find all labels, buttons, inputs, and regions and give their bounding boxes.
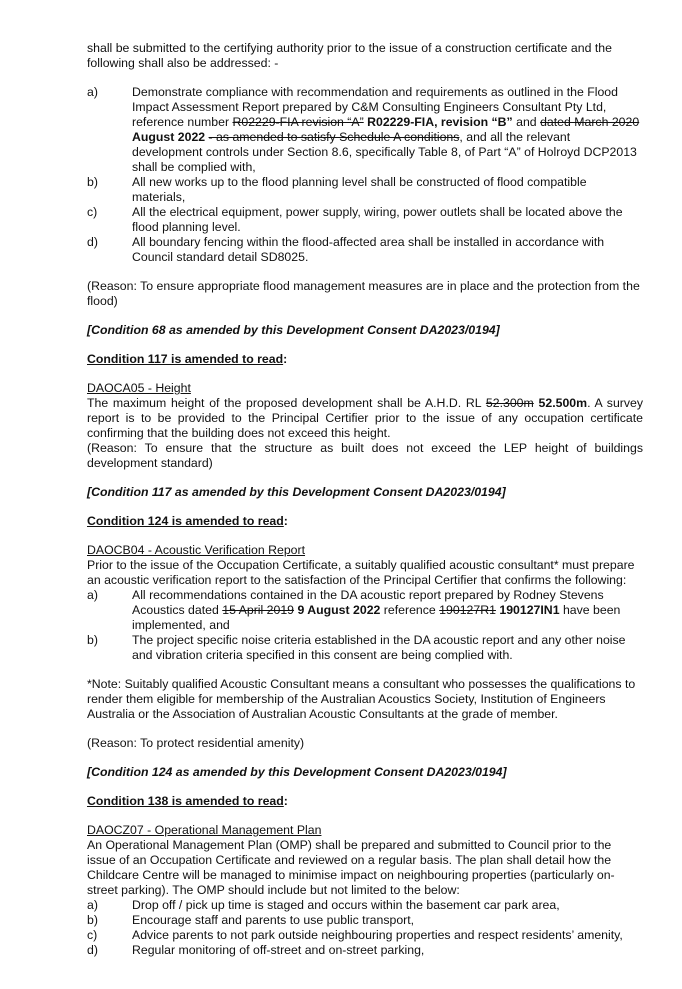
condition-138-title: DAOCZ07 - Operational Management Plan — [87, 823, 322, 837]
inserted-text: 9 August 2022 — [297, 603, 381, 617]
flood-item-a — [87, 85, 643, 175]
text-run: . A survey report is to be provided to the Principal Certifier prior to the issue of any occupation certificate confirming that the building does not exceed this height. — [87, 396, 644, 440]
condition-117-amended-note: [Condition 117 as amended by this Development Consent DA2023/0194] — [87, 485, 506, 499]
intro-paragraph: shall be submitted to the certifying authority prior to the issue of a construction certificate and the following shall also be addressed: - — [87, 41, 612, 70]
omp-item-a — [87, 898, 643, 913]
item-label: d) — [87, 943, 98, 957]
text-run: have been implemented, and — [132, 603, 621, 632]
condition-124-heading — [87, 514, 643, 529]
item-label: b) — [87, 913, 98, 927]
condition-117-reason: (Reason: To ensure that the structure as built does not exceed the LEP height of buildings development standard) — [87, 441, 643, 470]
item-text: Regular monitoring of off-street and on-street parking, — [132, 943, 425, 957]
condition-138-intro: An Operational Management Plan (OMP) shall be prepared and submitted to Council prior to the issue of an Occupation Certificate and reviewed on a regular basis. The plan shall detail how the Childcare Centre will be managed to minimise impact on neighbouring properties (particularly on-street parking). The OMP should include but not limited to the below: — [87, 838, 615, 897]
deleted-text: R02229-FIA revision “A” — [232, 115, 364, 129]
text-run: , and all the relevant development controls under Section 8.6, specifically Table 8, of Part “A” of Holroyd DCP2013 shall be complied with, — [132, 130, 637, 174]
heading-text: Condition 138 is amended to read — [87, 794, 284, 808]
heading-colon: : — [283, 514, 288, 528]
item-text — [132, 85, 643, 175]
heading-colon: : — [283, 352, 288, 366]
item-text: All new works up to the flood planning level shall be constructed of flood compatible materials, — [132, 175, 587, 204]
item-text: Advice parents to not park outside neighbouring properties and respect residents’ amenity, — [132, 928, 623, 942]
acoustic-item-a — [87, 588, 643, 633]
deleted-text: 52.300m — [485, 396, 534, 410]
condition-138-heading — [87, 794, 643, 809]
item-label: b) — [87, 633, 98, 647]
item-text: Encourage staff and parents to use public transport, — [132, 913, 415, 927]
item-label: a) — [87, 588, 98, 602]
acoustic-item-b — [87, 633, 643, 663]
condition-124-intro: Prior to the issue of the Occupation Certificate, a suitably qualified acoustic consultant* must prepare an acoustic verification report to the satisfaction of the Principal Certifier that confirms the following: — [87, 558, 635, 587]
heading-colon: : — [283, 794, 288, 808]
condition-117-heading — [87, 352, 643, 367]
text-run: All recommendations contained in the DA acoustic report prepared by Rodney Stevens Acoustics dated — [132, 588, 604, 617]
deleted-text: 15 April 2019 — [222, 603, 295, 617]
item-label: a) — [87, 898, 98, 912]
item-label: c) — [87, 205, 98, 219]
item-text: Drop off / pick up time is staged and occurs within the basement car park area, — [132, 898, 560, 912]
item-text — [132, 588, 643, 633]
omp-item-d — [87, 943, 643, 958]
flood-item-b — [87, 175, 643, 205]
text-run: reference — [380, 603, 440, 617]
item-text: The project specific noise criteria established in the DA acoustic report and any other noise and vibration criteria specified in this consent are being complied with. — [132, 633, 626, 662]
heading-text: Condition 124 is amended to read — [87, 514, 284, 528]
condition-117-title: DAOCA05 - Height — [87, 381, 191, 395]
omp-item-c — [87, 928, 643, 943]
condition-124-note: *Note: Suitably qualified Acoustic Consultant means a consultant who possesses the qualifications to render them eligible for membership of the Australian Acoustics Society, Institution of Engineers Australia or the Association of Australian Acoustic Consultants at the grade of member. — [87, 677, 636, 721]
condition-124-title: DAOCB04 - Acoustic Verification Report — [87, 543, 306, 557]
condition-124-reason: (Reason: To protect residential amenity) — [87, 736, 305, 750]
condition-68-amended-note: [Condition 68 as amended by this Development Consent DA2023/0194] — [87, 323, 500, 337]
inserted-text: 52.500m — [538, 396, 588, 410]
deleted-text: 190127R1 — [439, 603, 496, 617]
condition-117-body — [87, 396, 643, 441]
inserted-text: August 2022 — [132, 130, 206, 144]
deleted-text: - as amended to satisfy Schedule A conditions — [208, 130, 460, 144]
item-text: All boundary fencing within the flood-affected area shall be installed in accordance with Council standard detail SD8025. — [132, 235, 605, 264]
text-run: Demonstrate compliance with recommendation and requirements as outlined in the Flood Impact Assessment Report prepared by C&M Consulting Engineers Consultant Pty Ltd, reference number — [132, 85, 618, 129]
inserted-text: 190127IN1 — [499, 603, 560, 617]
document-page — [87, 41, 643, 958]
item-label: c) — [87, 928, 98, 942]
item-label: d) — [87, 235, 98, 249]
item-text: All the electrical equipment, power supply, wiring, power outlets shall be located above the flood planning level. — [132, 205, 623, 234]
heading-text: Condition 117 is amended to read — [87, 352, 284, 366]
condition-124-amended-note: [Condition 124 as amended by this Development Consent DA2023/0194] — [87, 765, 507, 779]
flood-item-c — [87, 205, 643, 235]
flood-reason: (Reason: To ensure appropriate flood management measures are in place and the protection from the flood) — [87, 279, 640, 308]
inserted-text: R02229-FIA, revision “B” — [367, 115, 513, 129]
text-run: The maximum height of the proposed development shall be A.H.D. RL — [87, 396, 486, 410]
deleted-text: dated March 2020 — [540, 115, 640, 129]
flood-item-d — [87, 235, 643, 265]
item-label: a) — [87, 85, 98, 99]
text-run: and — [512, 115, 541, 129]
omp-item-b — [87, 913, 643, 928]
item-label: b) — [87, 175, 98, 189]
